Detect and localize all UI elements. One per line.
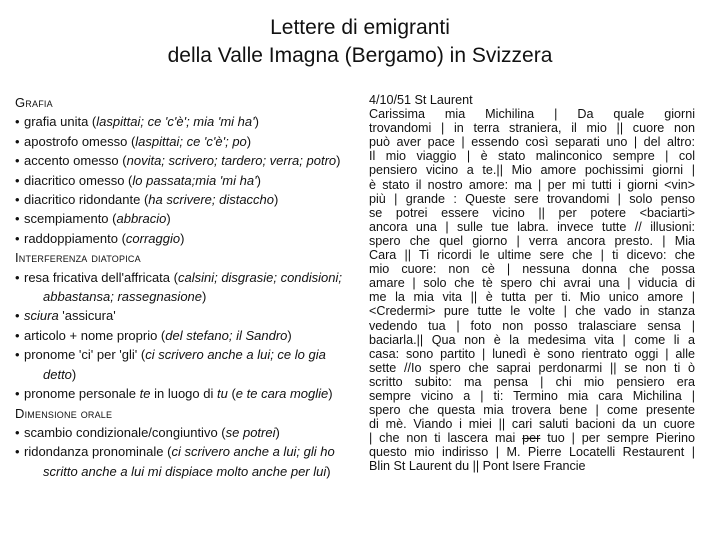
letter-line: vedendo tua | foto non posso tralasciare sensa |: [369, 318, 695, 333]
feature-item: • resa fricativa dell'affricata (calsini; disgrasie; condisioni; abbastansa; rassegnasione): [15, 269, 342, 305]
bullet-icon: •: [15, 133, 20, 149]
letter-line: spero che questa mia trovera bene | come presente: [369, 403, 695, 418]
feature-item: • pronome 'ci' per 'gli' (ci scrivero anche a lui; ce lo gia detto): [15, 347, 326, 382]
letter-line: | che non ti lascera mai per tuo | per sempre Pierino: [369, 431, 695, 446]
bullet-icon: •: [15, 386, 20, 402]
feature-item: • raddoppiamento (corraggio): [15, 229, 360, 248]
bullet-icon: •: [15, 347, 20, 363]
letter-line: mio cuore: non cè | nessuna donna che possa: [369, 262, 695, 277]
letter-line: può aver pace | essendo così separati uno | del altro:: [369, 135, 695, 150]
letter-line: 4/10/51 St Laurent: [369, 93, 473, 107]
feature-item: • ridondanza pronominale (ci scrivero anche a lui; gli ho scritto anche a lui mi dispiace molto anche per lui): [15, 444, 335, 479]
bullet-icon: •: [15, 192, 20, 208]
letter-line: baciarla.|| Qua non è la medesima vita | come li a: [369, 332, 695, 347]
page-title: [0, 14, 720, 70]
section-heading: Grafia: [15, 95, 53, 110]
letter-line: pensiero vicino a te.|| Mio amore pochissimi giorni |: [369, 163, 695, 178]
letter-line: di mè. Viando i miei || cari saluti bacioni da un cuore: [369, 417, 695, 432]
letter-line: se potrei essere vicino || per potere <baciarti>: [369, 205, 695, 220]
bullet-icon: •: [15, 444, 20, 460]
feature-item: • sciura 'assicura': [15, 306, 360, 325]
letter-line: spero che quel giorno | verra ancora presto. | Mia: [369, 233, 695, 248]
letter-line: più | grande : Queste sere trovandomi | solo penso: [369, 191, 695, 206]
letter-line: trovandomi | in terra straniera, il mio || cuore non: [369, 121, 695, 136]
bullet-icon: •: [15, 424, 20, 440]
letter-line: <Credermi> pure tutte le volte | che vado in stanza: [369, 304, 695, 319]
letter-line: sette //Io spero che saprai perdonarmi || se non ti ò: [369, 360, 695, 375]
letter-line: Cara || Ti ricordi le ultime sere che | ti dicevo: che: [369, 248, 695, 263]
letter-line: ancora una | sulle tue labra. invece tutte // illusioni:: [369, 219, 695, 234]
title-line-2: della Valle Imagna (Bergamo) in Svizzera: [167, 44, 553, 67]
letter-line: Il mio viaggio | è stato malinconico sempre | col: [369, 149, 695, 164]
letter-line: me la mia vita || è tutta per ti. Mio unico amore |: [369, 290, 695, 305]
feature-item: • diacritico omesso (lo passata;mia 'mi ha'): [15, 171, 360, 190]
letter-line: Carissima mia Michilina | Da quale giorni: [369, 107, 695, 122]
bullet-icon: •: [15, 308, 20, 324]
feature-item: • apostrofo omesso (laspittai; ce 'c'è'; po): [15, 132, 360, 151]
letter-line: amare | solo che tè spero chi avrai una | viducia di: [369, 276, 695, 291]
section-heading: Dimensione orale: [15, 405, 113, 421]
bullet-icon: •: [15, 230, 20, 246]
letter-line: scritto subito: ma pensa | chi mio pensiero era: [369, 374, 695, 389]
feature-item: • accento omesso (novita; scrivero; tardero; verra; potro): [15, 151, 360, 170]
letter-line: Blin St Laurent du || Pont Isere Francie: [369, 459, 586, 474]
bullet-icon: •: [15, 153, 20, 169]
feature-item: • pronome personale te in luogo di tu (e te cara moglie): [15, 384, 360, 403]
feature-item: • scambio condizionale/congiuntivo (se potrei): [15, 423, 360, 442]
title-line-1: Lettere di emigranti: [270, 16, 450, 39]
letter-line: casa: sono partito | lunedì è sono rientrato oggi | alle: [369, 346, 695, 361]
letter-line: sempre vicino a | ti: Termino mia cara Michilina |: [369, 388, 695, 403]
section-heading: Interferenza diatopica: [15, 250, 141, 266]
letter-line: questo mio indirisso | M. Pierre Locatelli Restaurent |: [369, 445, 695, 460]
bullet-icon: •: [15, 327, 20, 343]
letter-line: è stato il nostro amore: ma | per mi tutti i giorni <vin>: [369, 177, 695, 192]
bullet-icon: •: [15, 211, 20, 227]
feature-item: • articolo + nome proprio (del stefano; il Sandro): [15, 326, 360, 345]
bullet-icon: •: [15, 172, 20, 188]
feature-item: • scempiamento (abbracio): [15, 209, 360, 228]
letter-transcription: [369, 93, 695, 474]
bullet-icon: •: [15, 269, 20, 285]
linguistic-features-list: [15, 93, 360, 481]
bullet-icon: •: [15, 114, 20, 130]
feature-item: • diacritico ridondante (ha scrivere; distaccho): [15, 190, 360, 209]
feature-item: • grafia unita (laspittai; ce 'c'è'; mia 'mi ha'): [15, 112, 360, 131]
